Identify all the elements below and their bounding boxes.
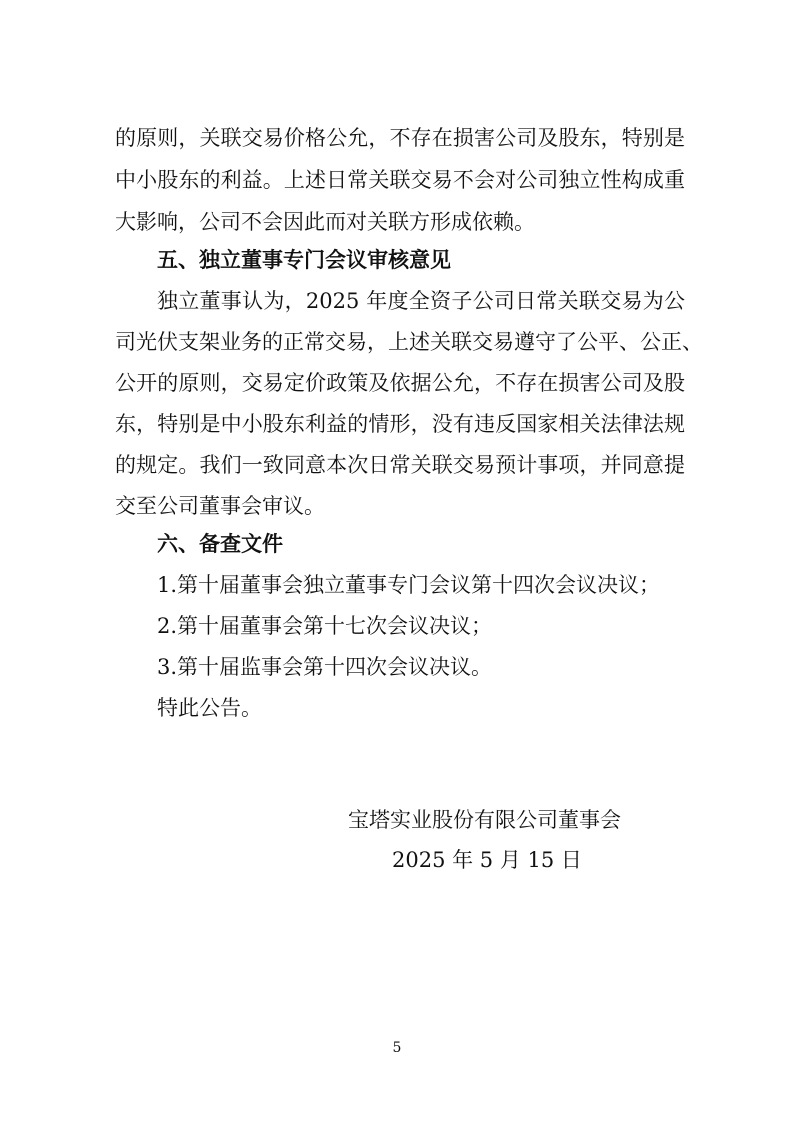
page-number: 5 [392,1040,402,1056]
body-text-line: 交至公司董事会审议。 [115,494,325,518]
closing-text: 特此公告。 [157,696,262,720]
body-text-line: 东，特别是中小股东利益的情形，没有违反国家相关法律法规 [115,412,685,436]
list-item: 2.第十届董事会第十七次会议决议； [157,614,493,638]
body-text-line: 的原则，关联交易价格公允，不存在损害公司及股东，特别是 [115,126,685,150]
body-text-line: 大影响，公司不会因此而对关联方形成依赖。 [115,210,535,234]
section-heading: 五、独立董事专门会议审核意见 [157,248,451,272]
body-text-line: 公开的原则，交易定价政策及依据公允，不存在损害公司及股 [115,371,685,395]
section-heading: 六、备查文件 [157,532,283,556]
list-item: 1.第十届董事会独立董事专门会议第十四次会议决议； [157,573,661,597]
signature-date: 2025 年 5 月 15 日 [392,848,582,872]
body-text-line: 独立董事认为，2025 年度全资子公司日常关联交易为公 [157,289,685,313]
list-item: 3.第十届监事会第十四次会议决议。 [157,655,493,679]
body-text-line: 的规定。我们一致同意本次日常关联交易预计事项，并同意提 [115,453,685,477]
company-signature: 宝塔实业股份有限公司董事会 [348,808,621,832]
body-text-line: 中小股东的利益。上述日常关联交易不会对公司独立性构成重 [115,168,685,192]
body-text-line: 司光伏支架业务的正常交易，上述关联交易遵守了公平、公正、 [115,330,703,354]
